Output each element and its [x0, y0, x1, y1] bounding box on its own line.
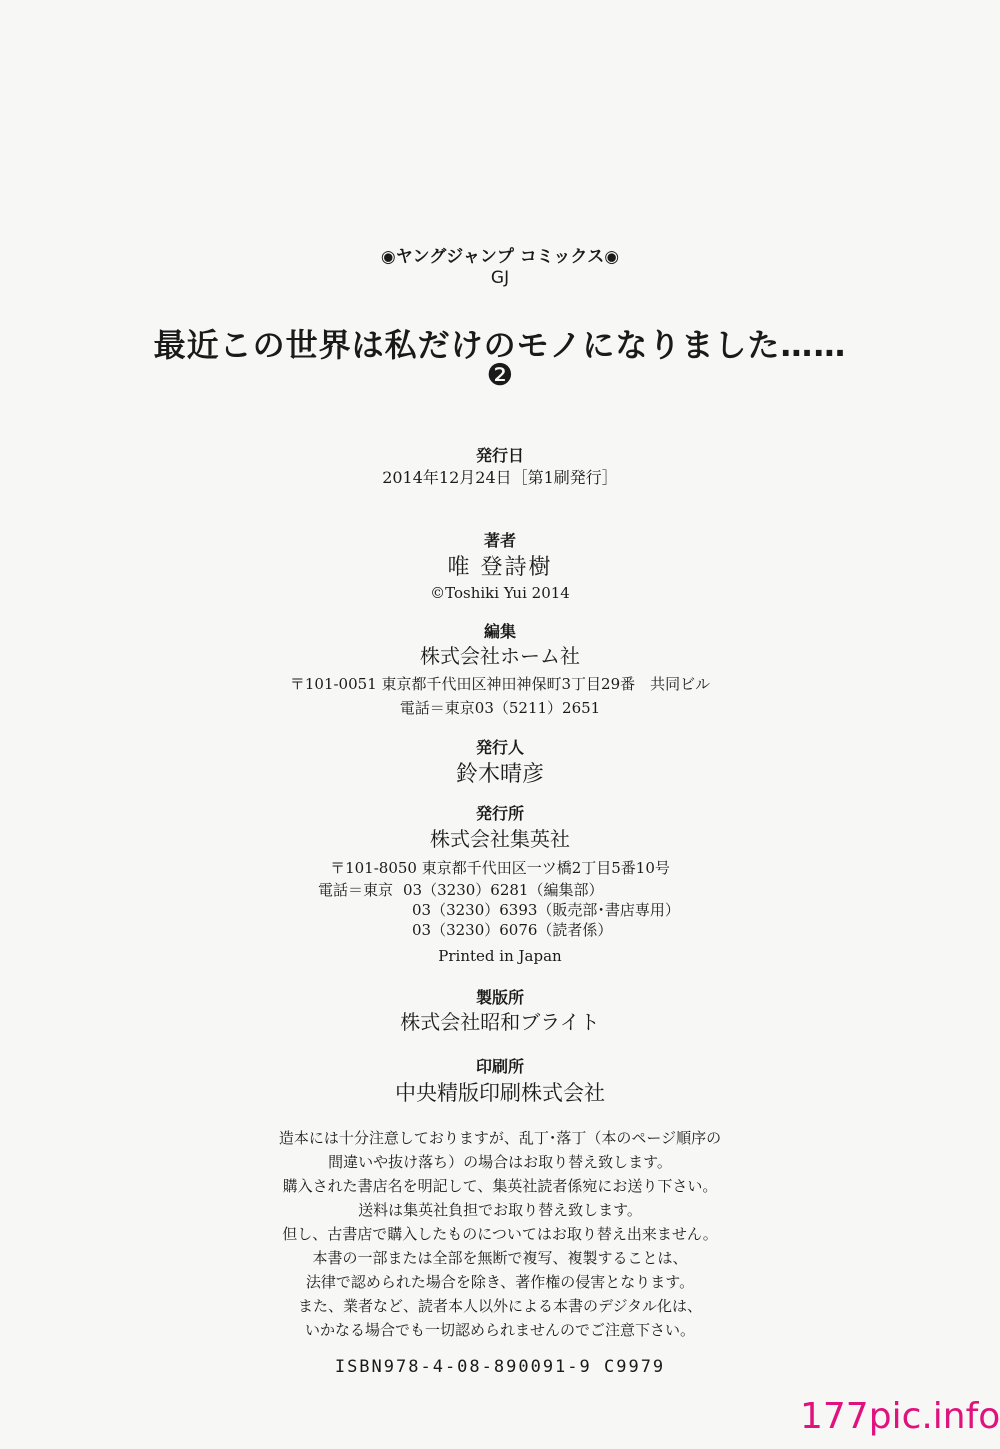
notice-line: 但し、古書店で購入したものについてはお取り替え出来ません。: [282, 1225, 718, 1243]
watermark: 177pic.info: [800, 1396, 1000, 1437]
publication-date: 2014年12月24日［第1刷発行］: [382, 468, 618, 487]
notice-line: いかなる場合でも一切認められませんのでご注意下さい。: [304, 1321, 695, 1339]
publication-date-label: 発行日: [475, 446, 524, 465]
isbn: ISBN978-4-08-890091-9 C9979: [334, 1357, 666, 1377]
printed-in-japan: Printed in Japan: [438, 947, 562, 965]
author-name: 唯 登詩樹: [447, 555, 553, 580]
editor-company: 株式会社ホーム社: [420, 644, 580, 668]
editor-label: 編集: [483, 622, 516, 641]
notice-line: 法律で認められた場合を除き、著作権の侵害となります。: [305, 1273, 695, 1291]
notice-line: 本書の一部または全部を無断で複写、複製することは、: [312, 1249, 688, 1267]
publisher-address: 〒101-8050 東京都千代田区一ツ橋2丁目5番10号: [330, 859, 670, 877]
series-imprint: ◉ヤングジャンプ コミックス◉: [380, 247, 620, 267]
publisher-person-name: 鈴木晴彦: [455, 762, 544, 787]
publisher-phone-row: [318, 880, 680, 900]
phone-sales: 03（3230）6393（販売部･書店専用）: [412, 901, 680, 919]
publisher-person-label: 発行人: [475, 738, 524, 757]
phone-prefix: 電話＝東京: [318, 881, 394, 899]
notice-line: 送料は集英社負担でお取り替え致します。: [358, 1201, 642, 1219]
author-copyright: ©Toshiki Yui 2014: [430, 584, 570, 602]
phone-readers: 03（3230）6076（読者係）: [412, 921, 613, 939]
printer-label: 印刷所: [475, 1057, 524, 1076]
publisher-label: 発行所: [475, 804, 524, 823]
phone-editorial: 03（3230）6281（編集部）: [403, 881, 604, 899]
plate-maker-label: 製版所: [475, 988, 524, 1007]
book-title: 最近この世界は私だけのモノになりました……: [153, 326, 847, 364]
editor-address: 〒101-0051 東京都千代田区神田神保町3丁目29番 共同ビル: [289, 675, 711, 693]
author-label: 著者: [483, 531, 516, 550]
notice-line: また、業者など、読者本人以外による本書のデジタル化は、: [297, 1297, 703, 1315]
volume-number: ❷: [486, 358, 514, 393]
publisher-company: 株式会社集英社: [430, 827, 570, 851]
editor-phone: 電話＝東京03（5211）2651: [399, 699, 601, 717]
publisher-phone-block: [318, 880, 680, 940]
notice-line: 造本には十分注意しておりますが、乱丁･落丁（本のページ順序の: [278, 1129, 722, 1147]
notice-line: 間違いや抜け落ち）の場合はお取り替え致します。: [328, 1153, 672, 1171]
series-label: GJ: [490, 268, 510, 288]
notice-line: 購入された書店名を明記して、集英社読者係宛にお送り下さい。: [282, 1177, 718, 1195]
plate-maker-company: 株式会社昭和ブライト: [400, 1010, 600, 1034]
printer-company: 中央精版印刷株式会社: [395, 1081, 605, 1105]
